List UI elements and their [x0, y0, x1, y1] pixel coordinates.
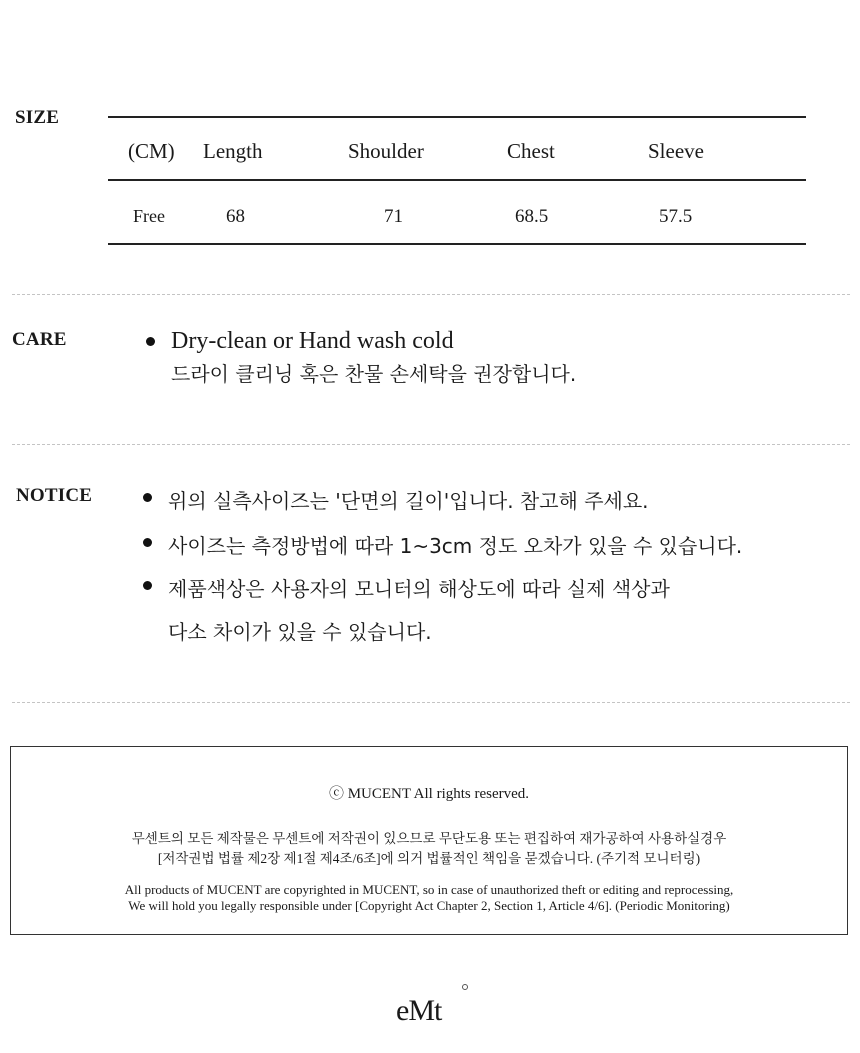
- divider: [12, 294, 850, 295]
- divider: [12, 702, 850, 703]
- copyright-ko-line-1: 무센트의 모든 제작물은 무센트에 저작권이 있으므로 무단도용 또는 편집하여 재가공하여 사용하실경우: [131, 831, 727, 846]
- notice-item: 사이즈는 측정방법에 따라 1~3cm 정도 오차가 있을 수 있습니다.: [168, 534, 743, 558]
- divider: [12, 444, 850, 445]
- size-header-shoulder: Shoulder: [348, 139, 424, 163]
- size-table-header-rule: [108, 179, 806, 181]
- notice-item-continuation: 다소 차이가 있을 수 있습니다.: [168, 620, 432, 644]
- size-table-bottom-rule: [108, 243, 806, 245]
- copyright-ko-line-2: [저작권법 법률 제2장 제1절 제4조/6조]에 의거 법률적인 책임을 묻겠습니다. (주기적 모니터링): [157, 851, 701, 866]
- brand-logo: [396, 986, 472, 1036]
- bullet-icon: [143, 493, 152, 502]
- size-table-top-rule: [108, 116, 806, 118]
- copyright-en-line-1: All products of MUCENT are copyrighted in MUCENT, so in case of unauthorized theft or editing and reprocessing,: [124, 882, 734, 897]
- care-line-ko: 드라이 클리닝 혹은 찬물 손세탁을 권장합니다.: [171, 362, 577, 386]
- care-section-label: CARE: [12, 329, 67, 350]
- size-header-unit: (CM): [128, 139, 175, 163]
- bullet-icon: [143, 538, 152, 547]
- brand-logo-text: eMt: [396, 994, 442, 1027]
- size-cell-sleeve: 57.5: [659, 206, 693, 227]
- size-cell-free: Free: [133, 206, 165, 226]
- copyright-box: [10, 746, 848, 935]
- size-section-label: SIZE: [15, 107, 60, 128]
- size-cell-chest: 68.5: [515, 206, 549, 227]
- size-cell-length: 68: [226, 206, 245, 227]
- care-line-en: Dry-clean or Hand wash cold: [171, 328, 454, 354]
- notice-item: 제품색상은 사용자의 모니터의 해상도에 따라 실제 색상과: [168, 577, 670, 601]
- bullet-icon: [146, 337, 155, 346]
- notice-section-label: NOTICE: [16, 485, 93, 506]
- registered-mark-icon: [462, 984, 468, 990]
- size-header-length: Length: [203, 139, 263, 163]
- notice-item: 위의 실측사이즈는 '단면의 길이'입니다. 참고해 주세요.: [168, 489, 649, 513]
- copyright-title: ⓒ MUCENT All rights reserved.: [328, 786, 530, 802]
- size-cell-shoulder: 71: [384, 206, 403, 227]
- bullet-icon: [143, 581, 152, 590]
- size-header-chest: Chest: [507, 139, 555, 163]
- copyright-en-line-2: We will hold you legally responsible under [Copyright Act Chapter 2, Section 1, Article 4/6]. (Periodic Monitoring): [128, 898, 730, 913]
- size-header-sleeve: Sleeve: [648, 139, 704, 163]
